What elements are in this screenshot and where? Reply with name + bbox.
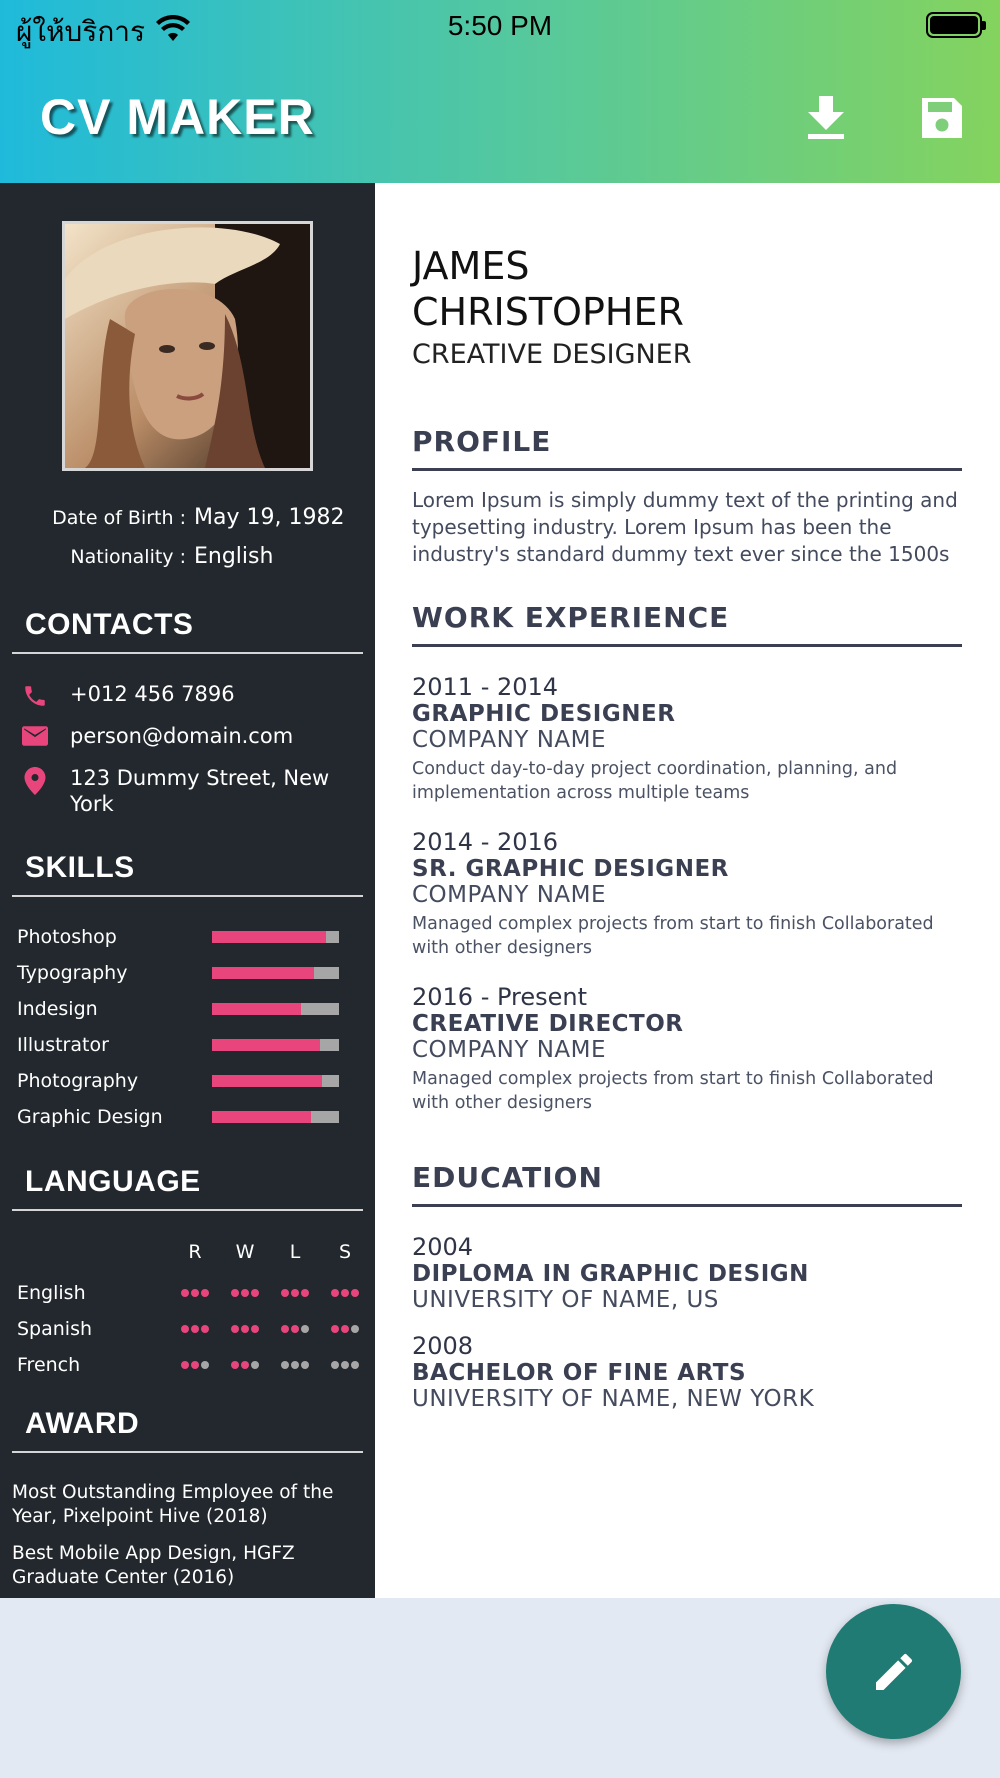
skill-bar — [212, 1075, 339, 1087]
proficiency-dots — [320, 1325, 370, 1333]
skill-row — [17, 1102, 347, 1132]
profile-photo[interactable] — [62, 221, 313, 471]
skill-bar — [212, 967, 339, 979]
skill-bar — [212, 1003, 339, 1015]
skill-bar-fill — [212, 1039, 320, 1051]
app-title: CV MAKER — [40, 89, 315, 145]
skill-bar-fill — [212, 1111, 311, 1123]
language-heading: LANGUAGE — [12, 1165, 363, 1211]
profile-text: Lorem Ipsum is simply dummy text of the printing and typesetting industry. Lorem Ipsum has been the industry's standard dummy text ever since the 1500s — [412, 488, 958, 566]
skill-bar — [212, 1111, 339, 1123]
award-item: Best Mobile App Design, HGFZ Graduate Center (2016) — [12, 1543, 295, 1588]
skill-bar — [212, 931, 339, 943]
language-row — [17, 1278, 370, 1308]
job-title: SR. GRAPHIC DESIGNER — [412, 856, 729, 882]
education-degree: BACHELOR OF FINE ARTS — [412, 1360, 747, 1386]
education-heading: EDUCATION — [412, 1161, 962, 1207]
cv-sidebar — [0, 183, 375, 1598]
skill-row — [17, 922, 347, 952]
proficiency-dots — [270, 1361, 320, 1369]
language-row — [17, 1350, 370, 1380]
skill-row — [17, 958, 347, 988]
skill-bar-fill — [212, 931, 326, 943]
skill-bar-fill — [212, 967, 314, 979]
last-name: CHRISTOPHER — [412, 290, 684, 334]
proficiency-dots — [170, 1325, 220, 1333]
name-block — [412, 243, 962, 370]
nationality-label: Nationality : — [70, 546, 186, 568]
proficiency-dots — [220, 1325, 270, 1333]
battery-icon — [926, 12, 982, 38]
language-name: French — [17, 1354, 81, 1376]
phone-text: +012 456 7896 — [70, 682, 235, 706]
skill-name: Typography — [17, 962, 128, 984]
job-description: Managed complex projects from start to finish Collaborated with other designers — [412, 1069, 934, 1113]
role-title: CREATIVE DESIGNER — [412, 339, 692, 370]
award-item: Most Outstanding Employee of the Year, Pixelpoint Hive (2018) — [12, 1482, 334, 1527]
education-year: 2008 — [412, 1332, 474, 1360]
job-years: 2011 - 2014 — [412, 673, 559, 701]
education-entry — [412, 1233, 962, 1313]
job-description: Managed complex projects from start to finish Collaborated with other designers — [412, 914, 934, 958]
award-heading: AWARD — [12, 1407, 363, 1453]
proficiency-dots — [170, 1289, 220, 1297]
skill-name: Indesign — [17, 998, 98, 1020]
language-name: Spanish — [17, 1318, 93, 1340]
email-text: person@domain.com — [70, 724, 294, 748]
proficiency-dots — [320, 1289, 370, 1297]
save-button[interactable] — [914, 90, 970, 146]
status-time: 5:50 PM — [447, 10, 553, 41]
col-write: W — [235, 1241, 255, 1263]
skill-row — [17, 1030, 347, 1060]
job-years: 2016 - Present — [412, 983, 588, 1011]
job-company: COMPANY NAME — [412, 1037, 607, 1063]
proficiency-dots — [320, 1361, 370, 1369]
education-degree: DIPLOMA IN GRAPHIC DESIGN — [412, 1261, 809, 1287]
skill-name: Photoshop — [17, 926, 117, 948]
skill-row — [17, 1066, 347, 1096]
language-name: English — [17, 1282, 86, 1304]
job-years: 2014 - 2016 — [412, 828, 559, 856]
carrier-label: ผู้ให้บริการ — [16, 15, 146, 48]
location-icon — [0, 765, 70, 795]
edit-fab-button[interactable] — [826, 1604, 961, 1739]
profile-heading: PROFILE — [412, 425, 962, 471]
proficiency-dots — [220, 1361, 270, 1369]
contact-email[interactable] — [0, 723, 375, 749]
date-of-birth-row — [0, 505, 375, 530]
skill-bar-fill — [212, 1075, 322, 1087]
skill-name: Graphic Design — [17, 1106, 163, 1128]
job-company: COMPANY NAME — [412, 882, 607, 908]
education-school: UNIVERSITY OF NAME, US — [412, 1287, 719, 1313]
contact-phone[interactable] — [0, 681, 375, 709]
language-row — [17, 1314, 370, 1344]
education-school: UNIVERSITY OF NAME, NEW YORK — [412, 1386, 815, 1412]
proficiency-dots — [170, 1361, 220, 1369]
skill-name: Photography — [17, 1070, 139, 1092]
proficiency-dots — [270, 1325, 320, 1333]
work-heading: WORK EXPERIENCE — [412, 601, 962, 647]
app-header — [0, 0, 1000, 183]
cv-main — [375, 183, 1000, 1598]
job-description: Conduct day-to-day project coordination, planning, and implementation across multiple teams — [412, 759, 898, 803]
skill-name: Illustrator — [17, 1034, 109, 1056]
job-company: COMPANY NAME — [412, 727, 607, 753]
first-name: JAMES — [412, 244, 530, 288]
dob-value: May 19, 1982 — [194, 505, 345, 530]
job-title: GRAPHIC DESIGNER — [412, 701, 676, 727]
nationality-row — [0, 544, 375, 569]
contact-address[interactable] — [0, 765, 375, 817]
col-read: R — [188, 1241, 202, 1263]
contacts-heading: CONTACTS — [12, 608, 363, 654]
job-title: CREATIVE DIRECTOR — [412, 1011, 684, 1037]
job-entry — [412, 673, 962, 805]
download-button[interactable] — [798, 90, 854, 146]
phone-icon — [0, 681, 70, 709]
proficiency-dots — [220, 1289, 270, 1297]
language-columns — [170, 1241, 370, 1263]
col-listen: L — [289, 1241, 301, 1263]
skill-row — [17, 994, 347, 1024]
download-icon — [804, 94, 848, 142]
job-entry — [412, 828, 962, 960]
edit-icon — [870, 1648, 918, 1696]
education-entry — [412, 1332, 962, 1412]
col-speak: S — [338, 1241, 352, 1263]
status-bar — [0, 10, 1000, 50]
skills-heading: SKILLS — [12, 851, 363, 897]
email-icon — [0, 723, 70, 747]
dob-label: Date of Birth : — [52, 507, 186, 529]
proficiency-dots — [270, 1289, 320, 1297]
skill-bar — [212, 1039, 339, 1051]
save-icon — [918, 94, 966, 142]
skill-bar-fill — [212, 1003, 301, 1015]
education-year: 2004 — [412, 1233, 474, 1261]
address-text: 123 Dummy Street, New York — [70, 766, 330, 816]
nationality-value: English — [194, 544, 274, 569]
job-entry — [412, 983, 962, 1115]
